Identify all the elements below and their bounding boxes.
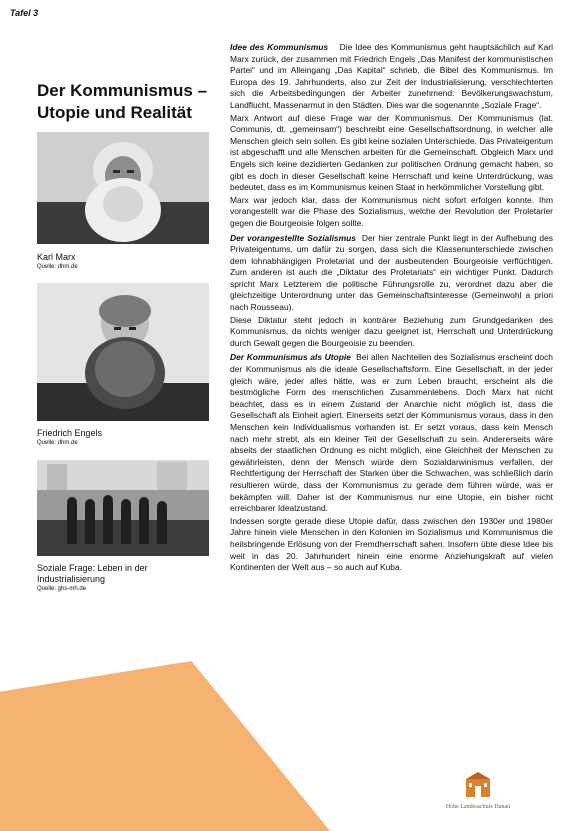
paragraph: Diese Diktatur steht jedoch in konträrer Beziehung zum Grundgedanken des Kommunismus, da nichts weniger dazu geeignet ist, Herrschaft und Unterdrückung durch Gewalt gegen die Bourgeoisie zu beenden. — [230, 314, 553, 348]
school-name: Hohe Landesschule Hanau — [445, 804, 511, 810]
paragraph — [230, 233, 553, 314]
section-heading: Der vorangestellte Sozialismus — [230, 232, 356, 243]
paragraph — [230, 42, 553, 112]
section-heading: Idee des Kommunismus — [230, 42, 329, 52]
paragraph: Indessen sorgte gerade diese Utopie dafür, dass zwischen den 1930er und 1980er Jahre hinein viele Menschen in den Kolonien im Sozialismus und Kommunismus die heilsbringende Erlösung von der Fremdherrschaft sahen. Insofern übte diese Idee bis weit in das 20. Jahrhundert hinein eine enorme Anziehungskraft auf vielen Kontinenten der Welt aus – so auch auf Kuba. — [230, 515, 553, 573]
page-title: Der Kommunismus – Utopie und Realität — [37, 81, 208, 122]
paragraph-text: Bei allen Nachteilen des Sozialismus erscheint doch der Kommunismus als die ideale Gesellschaftsform. Eine Gesellschaft, in der jeder gleich wäre, jeder alles hätte, was er zum Leben braucht, erscheint als die bestmögliche Form des menschlichen Zusammenlebens. Doch Marx hat nicht beachtet, dass es in einem Zustand der Anarchie nicht möglich ist, dass die Gesellschaft als Einheit agiert. Einerseits setzt der Kommunismus voraus, dass in den Menschen kein Individualismus vorhanden ist. Er setzt voraus, dass kein Mensch nach mehr strebt, als ein kleiner Teil der Gesellschaft zu sein. Andererseits wäre abseits der staatlichen Ordnung es nicht möglich, eine Gleichheit der Menschen zu gewährleisten, denn der Mensch würde dem Sozialdarwinismus verfallen, der Rechtfertigung der Herrschaft der Starken über die Schwachen, was schließlich darin resultieren würde, dass der Kommunismus zu gerade dem führen würde, was er bekämpfen will. Daher ist der Kommunismus nur eine Utopie, ein bisher nicht erreichbarer Idealzustand. — [230, 352, 553, 514]
caption-source: Quelle: dhm.de — [37, 440, 78, 446]
paragraph: Marx Antwort auf diese Frage war der Kommunismus. Der Kommunismus (lat. Communis, dt. „gemeinsam“) beschreibt eine Gesellschaftsordnung, in welcher alle Menschen gleich sein sollen. Es gibt keine sozialen Unterschiede. Das Privateigentum ist abgeschafft und alle Menschen arbeiten für die Gemeinschaft. Obgleich Marx und Engels sich keine dezidierten Gedanken zur politischen Ordnung gemacht haben, so gibt es doch in dieser Gesellschaft keine Herrschaft und keine Unterdrückung, was bedeutet, dass es im Kommunismus keinen Staat in herkömmlicher Vorstellung gibt. — [230, 112, 553, 193]
paragraph-text: Die Idee des Kommunismus geht hauptsächlich auf Karl Marx zurück, der zusammen mit Friedrich Engels „Das Manifest der kommunistischen Partei“ und im Alleingang „Das Kapital“ schrieb, die Bibel des Kommunismus. Im Europa des 19. Jahrhunderts, also zur Zeit der Industrialisierung, verschlechterten sich die Arbeitsbedingungen der Arbeiter zunehmend: Bevölkerungswachstum, Landflucht, Massenarmut in den Städten. Dies war die sogenannte „Soziale Frage“. — [230, 42, 553, 110]
figure-caption — [37, 252, 207, 271]
caption-text: Karl Marx — [37, 252, 76, 262]
school-building-icon — [463, 771, 493, 797]
main-text — [230, 42, 553, 575]
page-label: Tafel 3 — [10, 8, 39, 18]
paragraph — [230, 352, 553, 514]
figure-caption — [37, 563, 207, 593]
caption-source: Quelle: ghs-mh.de — [37, 586, 87, 592]
paragraph-text: Der hier zentrale Punkt liegt in der Aufhebung des Privateigentums, um dafür zu sorgen, dass sich die Klassenunterschiede zwischen dem lohnabhängigen Proletariat und der ausbeutenden Bourgeoisie verflüchtigen. Zum anderen ist auch die „Diktatur des Proletariats“ ein wichtiger Punkt. Dadurch spricht Marx Letzterem die politische Führungsrolle zu, verordnet dazu aber die gleichzeitige Unterordnung unter das Gemeinschaftsinteresse (Gemeinwohl a priori nach Rousseau). — [230, 232, 553, 313]
figure-caption — [37, 428, 207, 447]
karl-marx-photo — [37, 132, 209, 244]
caption-source: Quelle: dhm.de — [37, 264, 78, 270]
caption-text: Soziale Frage: Leben in der Industrialisierung — [37, 563, 148, 584]
friedrich-engels-photo — [37, 283, 209, 421]
decorative-orange-shape — [0, 661, 330, 831]
paragraph: Marx war jedoch klar, dass der Kommunismus nicht sofort erfolgen konnte. Ihm vorangestellt war die Phase des Sozialismus, welche der Revolution der Proletarier gegen die Bourgeoisie folgen sollte. — [230, 194, 553, 228]
section-heading: Der Kommunismus als Utopie — [230, 352, 351, 363]
caption-text: Friedrich Engels — [37, 428, 103, 438]
school-logo — [430, 771, 526, 810]
industrialization-photo — [37, 460, 209, 556]
